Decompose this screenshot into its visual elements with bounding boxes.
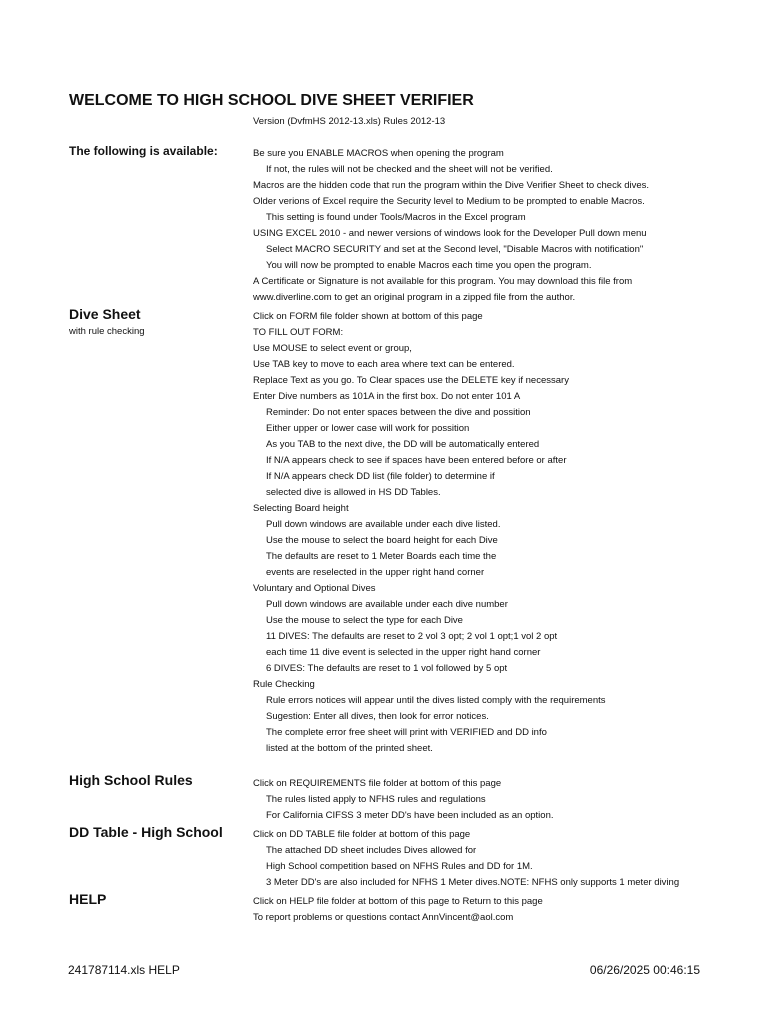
text-line: selected dive is allowed in HS DD Tables. xyxy=(266,487,441,498)
section-hs-rules-heading: High School Rules xyxy=(69,772,193,788)
text-line: www.diverline.com to get an original program in a zipped file from the author. xyxy=(253,292,576,303)
text-line: Rule errors notices will appear until the dives listed comply with the requirements xyxy=(266,695,606,706)
text-line: Pull down windows are available under each dive number xyxy=(266,599,508,610)
text-line: Either upper or lower case will work for possition xyxy=(266,423,470,434)
text-line: Click on DD TABLE file folder at bottom of this page xyxy=(253,829,471,840)
text-line: For California CIFSS 3 meter DD's have been included as an option. xyxy=(266,810,554,821)
section-help-body xyxy=(253,894,543,926)
text-line: High School competition based on NFHS Rules and DD for 1M. xyxy=(266,861,533,872)
section-dive-sheet-heading: Dive Sheet xyxy=(69,306,141,322)
text-line: Use MOUSE to select event or group, xyxy=(253,343,412,354)
footer-timestamp: 06/26/2025 00:46:15 xyxy=(589,963,700,977)
text-line: Selecting Board height xyxy=(253,503,349,514)
section-hs-rules-body xyxy=(253,776,554,824)
text-line: This setting is found under Tools/Macros in the Excel program xyxy=(266,212,526,223)
text-line: Reminder: Do not enter spaces between the dive and possition xyxy=(266,407,531,418)
section-available-body xyxy=(253,146,649,306)
version-info: Version (DvfmHS 2012-13.xls) Rules 2012-13 xyxy=(253,116,446,127)
text-line: Use the mouse to select the type for each Dive xyxy=(266,615,463,626)
section-help-heading: HELP xyxy=(69,891,107,907)
text-line: Click on HELP file folder at bottom of this page to Return to this page xyxy=(253,896,543,907)
text-line: listed at the bottom of the printed sheet. xyxy=(266,743,433,754)
text-line: Select MACRO SECURITY and set at the Second level, "Disable Macros with notification" xyxy=(266,244,644,255)
text-line: The complete error free sheet will print with VERIFIED and DD info xyxy=(266,727,547,738)
section-dd-table-body xyxy=(253,827,679,891)
text-line: The defaults are reset to 1 Meter Boards each time the xyxy=(266,551,497,562)
text-line: 6 DIVES: The defaults are reset to 1 vol followed by 5 opt xyxy=(266,663,508,674)
page-title: WELCOME TO HIGH SCHOOL DIVE SHEET VERIFIER xyxy=(69,92,474,109)
text-line: If N/A appears check to see if spaces have been entered before or after xyxy=(266,455,567,466)
text-line: Replace Text as you go. To Clear spaces use the DELETE key if necessary xyxy=(253,375,569,386)
text-line: Rule Checking xyxy=(253,679,315,690)
text-line: Be sure you ENABLE MACROS when opening the program xyxy=(253,148,504,159)
text-line: each time 11 dive event is selected in the upper right hand corner xyxy=(266,647,541,658)
text-line: 11 DIVES: The defaults are reset to 2 vol 3 opt; 2 vol 1 opt;1 vol 2 opt xyxy=(266,631,558,642)
text-line: As you TAB to the next dive, the DD will be automatically entered xyxy=(266,439,540,450)
text-line: Pull down windows are available under each dive listed. xyxy=(266,519,501,530)
text-line: The rules listed apply to NFHS rules and regulations xyxy=(266,794,486,805)
text-line: If N/A appears check DD list (file folder) to determine if xyxy=(266,471,495,482)
section-available-heading: The following is available: xyxy=(69,144,218,158)
text-line: If not, the rules will not be checked and the sheet will not be verified. xyxy=(266,164,553,175)
text-line: Enter Dive numbers as 101A in the first box. Do not enter 101 A xyxy=(253,391,521,402)
text-line: Click on REQUIREMENTS file folder at bottom of this page xyxy=(253,778,502,789)
text-line: To report problems or questions contact AnnVincent@aol.com xyxy=(253,912,514,923)
text-line: USING EXCEL 2010 - and newer versions of windows look for the Developer Pull down menu xyxy=(253,228,647,239)
text-line: The attached DD sheet includes Dives allowed for xyxy=(266,845,477,856)
text-line: Click on FORM file folder shown at bottom of this page xyxy=(253,311,483,322)
text-line: You will now be prompted to enable Macros each time you open the program. xyxy=(266,260,592,271)
text-line: Use TAB key to move to each area where text can be entered. xyxy=(253,359,515,370)
text-line: Sugestion: Enter all dives, then look for error notices. xyxy=(266,711,489,722)
footer-filename: 241787114.xls HELP xyxy=(68,963,180,977)
section-dd-table-heading: DD Table - High School xyxy=(69,824,223,840)
text-line: 3 Meter DD's are also included for NFHS 1 Meter dives.NOTE: NFHS only supports 1 meter diving xyxy=(266,877,680,888)
section-dive-sheet-body xyxy=(253,309,606,757)
text-line: Voluntary and Optional Dives xyxy=(253,583,376,594)
text-line: Use the mouse to select the board height for each Dive xyxy=(266,535,498,546)
text-line: TO FILL OUT FORM: xyxy=(253,327,344,338)
text-line: Older verions of Excel require the Security level to Medium to be prompted to enable Macros. xyxy=(253,196,645,207)
text-line: Macros are the hidden code that run the program within the Dive Verifier Sheet to check dives. xyxy=(253,180,650,191)
text-line: events are reselected in the upper right hand corner xyxy=(266,567,485,578)
section-dive-sheet-subheading: with rule checking xyxy=(69,326,145,337)
text-line: A Certificate or Signature is not available for this program. You may download this file from xyxy=(253,276,633,287)
